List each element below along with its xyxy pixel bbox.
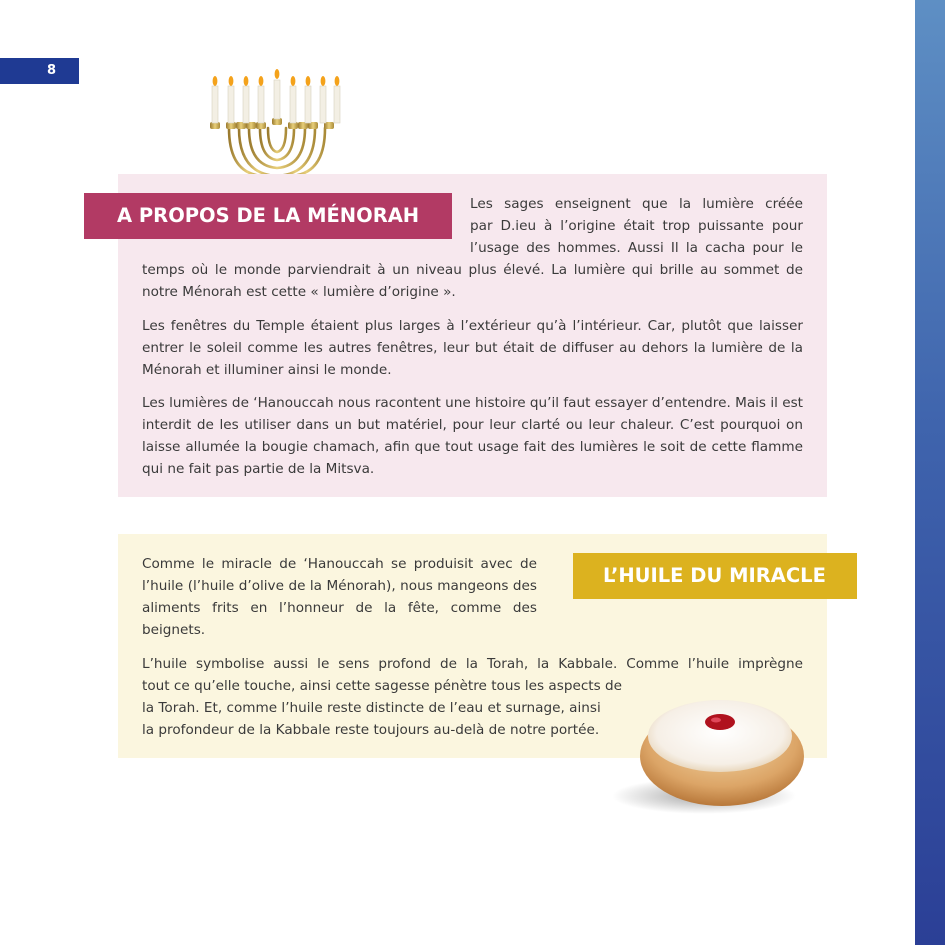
text-line: L’huile symbolise aussi le sens profond de la Torah, la Kabbale. Comme l’huile imprègne (142, 656, 803, 672)
side-color-band (915, 0, 945, 945)
sufganiyah-icon (612, 684, 810, 816)
menorah-section-title: A PROPOS DE LA MÉNORAH (84, 193, 452, 239)
menorah-icon (206, 66, 349, 176)
oil-section-title: L’HUILE DU MIRACLE (573, 553, 857, 599)
text-line: Les sages enseignent que la lumière créée (470, 196, 803, 212)
menorah-paragraph-1-rest: temps où le monde parviendrait à un niveau plus élevé. La lumière qui brille au sommet de notre Ménorah est cette « lumière d’origine ». (142, 262, 803, 300)
text-line: la Torah. Et, comme l’huile reste distincte de l’eau et surnage, ainsi (142, 700, 601, 716)
text-line: tout ce qu’elle touche, ainsi cette sagesse pénètre tous les aspects de (142, 678, 623, 694)
text-line: la profondeur de la Kabbale reste toujours au-delà de notre portée. (142, 722, 600, 738)
menorah-paragraph-3: Les lumières de ‘Hanouccah nous racontent une histoire qu’il faut essayer d’entendre. Mais il est interdit de les utiliser dans un but matériel, pour leur clarté ou leur chaleur. C’est pourquoi on laisse allumée la bougie chamach, afin que tout usage fait des lumières le soit de cette flamme qui ne fait pas partie de la Mitsva. (142, 395, 803, 477)
text-line: par D.ieu à l’origine était trop puissante pour (470, 218, 803, 234)
page-number: 8 (0, 58, 79, 84)
oil-paragraph-1: Comme le miracle de ‘Hanouccah se produisit avec de l’huile (l’huile d’olive de la Ménorah), nous mangeons des aliments frits en l’honneur de la fête, comme des beignets. (142, 556, 537, 638)
menorah-paragraph-1-head (470, 193, 803, 259)
menorah-paragraph-2: Les fenêtres du Temple étaient plus larges à l’extérieur qu’à l’intérieur. Car, plutôt que laisser entrer le soleil comme les autres fenêtres, leur but était de diffuser au dehors la lumière de la Ménorah et illuminer ainsi le monde. (142, 318, 803, 378)
text-line: l’usage des hommes. Aussi Il la cacha pour le (470, 240, 803, 256)
